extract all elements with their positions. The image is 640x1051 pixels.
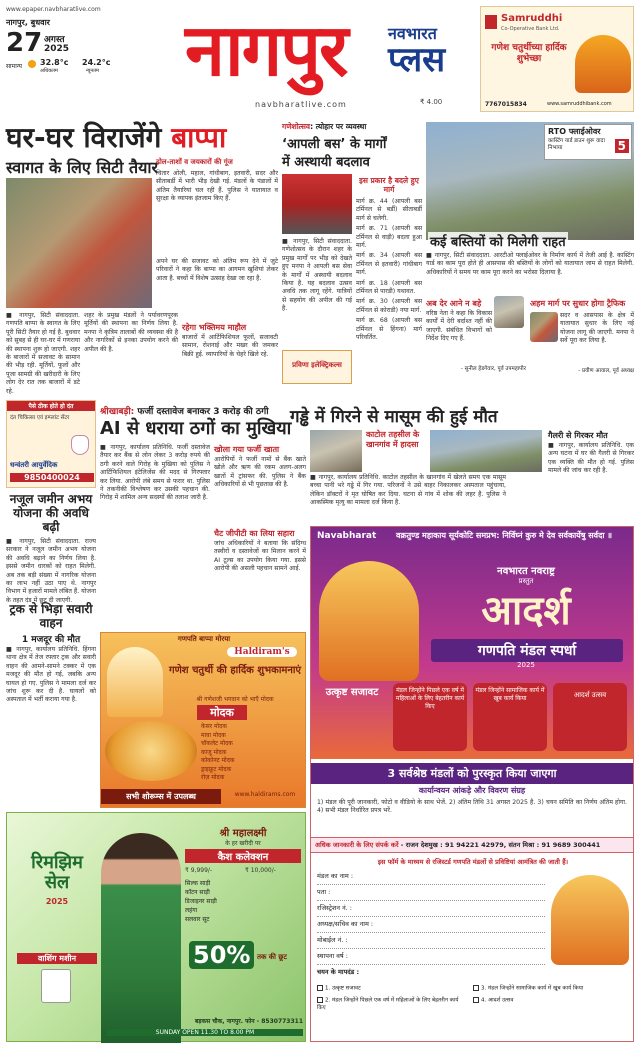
mandal-contact-2[interactable]: संतन मिश्रा : 91 9689 300441	[508, 841, 601, 849]
mandal-cat-3: मंडल जिन्होंने सामाजिक कार्य में खूब कार्य किया	[473, 683, 547, 751]
bus-kicker-rest: : त्योहार पर व्यवस्था	[310, 122, 367, 131]
route-item: मार्ग क्र. 44 (आपली बस टर्मिनल से बर्डी) सीताबर्डी मार्ग से चलेगी.	[356, 198, 422, 222]
story-rto	[426, 122, 634, 394]
traffic-headline: अहम मार्ग पर सुधार होगा ट्रैफिक	[530, 299, 626, 308]
saree-model	[101, 833, 181, 1043]
logo-top: नवभारत	[388, 24, 437, 43]
washing-machine-icon	[41, 969, 71, 1003]
saree-item: लहंगा	[185, 907, 198, 914]
ganesh-idol	[575, 35, 631, 93]
haldi-title: गणेश चतुर्थी की हार्दिक शुभकामनाएं	[168, 665, 302, 676]
saree-item: कॉटन साड़ी	[185, 889, 210, 896]
ai-kicker: श्रीखाबड़ी:	[100, 407, 135, 417]
weather-label: सामान्य	[6, 63, 23, 70]
saree-store: श्री महालक्ष्मी	[219, 828, 267, 839]
rto-body: ■ नागपुर, सिटी संवाददाता. आरटीओ फ्लाईओवर के निर्माण कार्य में तेजी आई है. कास्टिंग यार्ड का काम पूरा होते ही आसपास की बस्तियों के लोगों को यातायात जाम से राहत मिलेगी. अधिकारियों ने समय पर काम पूरा करने का भरोसा दिलाया है.	[426, 252, 634, 276]
gaddhe-body: ■ नागपुर, कार्यालय प्रतिनिधि. काटोल तहसील के खानगांव में खेलते समय एक मासूम बच्चा पानी भरे गड्ढे में गिर गया. परिजनों ने उसे बाहर निकालकर अस्पताल पहुंचाया, लेकिन डॉक्टरों ने मृत घोषित कर दिया. घटना से गांव में शोक की लहर है. पुलिस ने आकस्मिक मृत्यु का मामला दर्ज किया है.	[310, 474, 506, 507]
date-month: अगस्त	[44, 35, 65, 45]
lead-body-4: शहर के प्रमुख मंडलों ने पर्यावरणपूरक मूर्तियों की स्थापना का निर्णय लिया है. मनपा ने कृत्रिम तालाबों की व्यवस्था की है और नागरिकों से इनका उपयोग करने की अपील की है.	[84, 312, 178, 353]
route-item: मार्ग क्र. 68 (आपली बस टर्मिनल से हिंगना) मार्ग परिवर्तित.	[356, 317, 422, 342]
mandal-contact-label: अधिक जानकारी के लिए संपर्क करें	[315, 841, 399, 849]
form-field-criteria	[317, 967, 545, 979]
route-item: मार्ग क्र. 18 (आपली बस टर्मिनल से पारडी) यथावत.	[356, 279, 422, 296]
temp-min: 24.2°c	[82, 58, 111, 67]
checkbox-icon[interactable]	[473, 985, 479, 991]
lead-subhead: स्वागत के लिए सिटी तैयार	[6, 158, 159, 177]
lead-headline-text: घर-घर विराजेंगे	[6, 121, 162, 154]
checkbox-icon[interactable]	[317, 985, 323, 991]
truck-body: ■ नागपुर, कार्यालय प्रतिनिधि. हिंगना थाना क्षेत्र में तेज रफ्तार ट्रक और सवारी वाहन की आमने-सामने टक्कर में एक मजदूर की मौत हो गई, जबकि अन्य घायल हो गए. पुलिस ने मामला दर्ज कर जांच शुरू कर दी है. घायलों को अस्पताल में भर्ती कराया गया है.	[6, 646, 96, 704]
form-field-year[interactable]	[317, 951, 545, 965]
hospital-text: दंत चिकित्सा एवं इम्प्लांट सेंटर	[10, 415, 70, 421]
checkbox-icon[interactable]	[473, 997, 479, 1003]
website[interactable]: navbharatlive.com	[255, 100, 347, 109]
bus-kicker-line	[282, 122, 422, 132]
bank-sub: Co-Operative Bank Ltd.	[501, 26, 560, 32]
saree-offer-2: कैश कलेक्शन	[185, 849, 301, 863]
hospital-ad[interactable]	[6, 400, 96, 488]
saree-item: सिल्क साड़ी	[185, 880, 211, 887]
rto-sub: कास्टिंग यार्ड डाउन शुरू वादा निभाया	[548, 138, 605, 151]
haldirams-ad[interactable]	[100, 632, 306, 808]
story-bus	[282, 122, 422, 404]
ai-headline: AI से धराया ठगों का मुखिया	[100, 418, 292, 439]
story-jameen	[6, 492, 96, 604]
mandal-form-logo	[551, 875, 629, 965]
story-gaddhe	[290, 404, 634, 524]
mandal-cat-1: उत्कृष्ट सजावट	[325, 687, 379, 698]
logo-bottom: प्लस	[388, 40, 446, 80]
form-label: चयन के मापदंड :	[317, 968, 360, 976]
ai-kicker-rest: फर्जी दस्तावेज बनाकर 3 करोड़ की ठगी	[137, 407, 269, 417]
mandal-brand: Navabharat	[317, 531, 377, 541]
lead-body-3: अपने घर की सजावट को अंतिम रूप देने में जुटे परिवारों ने कहा कि बाप्पा का आगमन खुशियां लेकर आता है. बच्चों में विशेष उत्साह देखा जा रहा है.	[156, 258, 278, 282]
rto-headline: कई बस्तियों को मिलेगी राहत	[428, 232, 568, 250]
saree-year: 2025	[45, 897, 69, 906]
dead-portrait	[494, 296, 524, 328]
mandal-contact: अधिक जानकारी के लिए संपर्क करें - राजन देशमुख : 91 94221 42979, संतन मिश्रा : 91 9689 300441	[311, 837, 633, 853]
ai-side-title-2: चैट जीपीटी का लिया सहारा	[214, 529, 295, 538]
saree-offer-1: के हर खरीदी पर	[225, 840, 261, 847]
saree-address: बड़कस चौक, नागपुर. फोन - 8530773311	[194, 1018, 303, 1025]
form-label: रजिस्ट्रेशन नं. :	[317, 904, 352, 912]
bank-ad[interactable]	[480, 6, 634, 112]
mandal-form	[317, 871, 545, 991]
rto-label-box	[544, 124, 632, 160]
checkbox-icon[interactable]	[317, 997, 323, 1003]
lead-body-5: बाजारों में आर्टिफिशियल फूलों, सजावटी सामान, रोशनाई और मखर की जमकर बिक्री हुई. व्यापारियों के चेहरे खिले रहे.	[182, 334, 278, 358]
greeting: गणेश चतुर्थीच्या हार्दिक शुभेच्छा	[491, 43, 567, 64]
form-opt-label: 1. उत्कृष्ट सजावट	[325, 985, 361, 992]
mandal-ribbon: वक्रतुण्ड महाकाय सूर्यकोटि समप्रभ: निर्विघ्नं कुरु मे देव सर्वकार्येषु सर्वदा ॥	[396, 531, 612, 540]
bus-headline-1: ‘आपली बस’ के मार्गों	[282, 137, 387, 152]
bank-name: Samruddhi	[501, 13, 563, 24]
form-field-name[interactable]	[317, 871, 545, 885]
saree-price-2: ₹ 10,000/-	[245, 867, 276, 874]
temp-max: 32.8°c	[40, 58, 69, 67]
modak-item: कोकोनट मोदक	[201, 757, 235, 764]
ai-side-body-2: जांच अधिकारियों ने बताया कि संदिग्ध तस्वीरों व दस्तावेजों का मिलान करने में AI टूल्स का उपयोग किया गया. इससे आरोपी की असली पहचान सामने आई.	[214, 540, 306, 573]
form-options	[317, 985, 629, 1037]
jameen-headline: नजूल जमीन अभय योजना की अवधि बढ़ी	[9, 492, 93, 534]
gaddhe-side-head: गैलरी से गिरकर मौत	[548, 431, 608, 440]
form-label: पता :	[317, 888, 331, 896]
gaddhe-caption: काटोल तहसील के खानगांव में हादसा	[366, 430, 420, 449]
haldi-web[interactable]: www.haldirams.com	[234, 791, 296, 798]
haldi-items	[201, 723, 301, 785]
form-opt-4[interactable]	[473, 997, 629, 1005]
mandal-rules: 1) मंडल की पूरी जानकारी, फोटो व वीडियो के साथ भेजें. 2) अंतिम तिथि 31 अगस्त 2025 है. 3) चयन समिति का निर्णय अंतिम होगा. 4) सभी मंडल निर्धारित प्रपत्र भरें.	[317, 799, 627, 815]
modak-item: केसर मोदक	[201, 723, 227, 730]
electric-ad[interactable]	[282, 350, 352, 384]
bus-kicker: गणेशोत्सव	[282, 122, 311, 131]
lead-subheading: रहेगा भक्तिमय माहौल	[182, 323, 247, 332]
ai-side-body: आरोपियों ने फर्जी नामों से बैंक खाते खोले और ऋण की रकम अलग-अलग खातों में ट्रांसफर की. पुलिस ने बैंक अधिकारियों से भी पूछताछ की है.	[214, 456, 306, 489]
bus-headline-2: में अस्थायी बदलाव	[282, 155, 370, 170]
gaddhe-scene-photo	[430, 430, 542, 472]
route-item: मार्ग क्र. 34 (आपली बस टर्मिनल से इतवारी) गांधीबाग मार्ग.	[356, 252, 422, 277]
lead-body-2: चितार ओली, महाल, गांधीबाग, इतवारी, सदर और सीताबर्डी में भारी भीड़ देखी गई. मंडलों के पंडालों में अंतिम तैयारियां चल रही हैं. पुलिस ने यातायात व सुरक्षा के व्यापक इंतजाम किए हैं.	[156, 170, 278, 203]
city-day: नागपुर, बुधवार	[6, 18, 50, 27]
lead-body-1: ■ नागपुर, सिटी संवाददाता. गणपति बाप्पा के स्वागत के लिए पूरी सिटी तैयार हो गई है. बुधवार को सुबह से ही घर-घर में गणराया की स्थापना शुरू हो जाएगी. शहर के बाजारों में सजावट के सामान की भीड़ रही. मूर्तियों, फूलों और पूजा सामग्री की खरीदारी के लिए लोग देर रात तक बाजारों में डटे रहे.	[6, 312, 80, 395]
modak-item: मावा मोदक	[201, 731, 226, 739]
form-field-address[interactable]	[317, 887, 545, 901]
masthead	[0, 0, 640, 120]
lead-kicker: ढोल-ताशों व जयकारों की गूंज	[156, 158, 233, 166]
traffic-portrait	[530, 312, 558, 342]
mandal-title-top: नवभारत नवराष्ट्र	[497, 566, 555, 577]
saree-discount-label: तक की छूट	[257, 953, 287, 961]
truck-subhead: 1 मजदूर की मौत	[21, 635, 81, 645]
truck-headline: ट्रक से भिड़ा सवारी वाहन	[9, 602, 93, 630]
route-item: मार्ग क्र. 30 (आपली बस टर्मिनल से कोराडी) नया मार्ग.	[356, 298, 422, 314]
modak-plate	[105, 721, 197, 781]
form-opt-label: 2. मंडल जिन्होंने पिछले एक वर्ष में महिलाओं के लिए बेहतरीन कार्य किए	[317, 997, 459, 1011]
form-label: स्थापना वर्ष :	[317, 952, 348, 960]
tooth-icon	[71, 435, 89, 455]
gaddhe-side-body: ■ नागपुर, कार्यालय प्रतिनिधि. एक अन्य घटना में घर की गैलरी से गिरकर एक व्यक्ति की मौत हो गई. पुलिस मामले की जांच कर रही है.	[548, 442, 634, 475]
saree-brand: रिमझिम सेल	[31, 852, 83, 893]
price: ₹ 4.00	[420, 98, 443, 106]
haldi-sub: श्री गणेशजी भगवान को भाएँ मोदक	[196, 696, 274, 703]
hospital-name: धन्वंतरी आयुर्वेदिक	[10, 461, 58, 469]
temp-max-label: अधिकतम	[40, 68, 58, 74]
form-opt-label: 3. मंडल जिन्होंने सामाजिक कार्य में खूब कार्य किया	[481, 985, 584, 992]
bank-logo-icon	[485, 15, 497, 29]
form-opt-label: 4. आदर्श उत्सव	[481, 997, 514, 1004]
form-field-regno[interactable]	[317, 903, 545, 917]
story-ai	[100, 404, 306, 624]
form-label: मंडल का नाम :	[317, 872, 354, 880]
form-opt-2[interactable]	[317, 997, 467, 1012]
bank-web[interactable]: www.samruddhibank.com	[547, 101, 612, 107]
saree-item: सलवार सूट	[185, 916, 210, 923]
mandal-ganesh	[319, 561, 419, 681]
rto-label: RTO फ्लाईओवर	[548, 127, 601, 136]
bank-phone[interactable]: 7767015834	[485, 101, 527, 108]
bus-box-title: इस प्रकार है बदले हुए मार्ग	[359, 176, 419, 194]
sun-icon	[28, 60, 36, 68]
saree-ad[interactable]	[6, 812, 306, 1042]
bus-body: ■ नागपुर, सिटी संवाददाता. गणेशोत्सव के दौरान शहर के प्रमुख मार्गों पर भीड़ को देखते हुए मनपा ने आपली बस सेवा के मार्गों में अस्थायी बदलाव किया है. यह बदलाव उत्सव अवधि तक लागू रहेंगे. यात्रियों से सहयोग की अपील की गई है.	[282, 238, 352, 313]
logo-main: नागपुर	[185, 8, 347, 92]
mandal-form-title: इस फॉर्म के माध्यम से रजिस्टर्ड गणपति मंडलों से प्रविष्टियां आमंत्रित की जाती हैं।	[377, 858, 569, 866]
haldi-ganesh	[107, 647, 163, 717]
form-opt-3[interactable]	[473, 985, 629, 993]
form-opt-1[interactable]	[317, 985, 467, 993]
saree-discount: 50%	[189, 941, 254, 969]
saree-timing: SUNDAY OPEN 11.30 TO 8.00 PM	[107, 1029, 303, 1036]
date-year: 2025	[44, 44, 70, 54]
ai-side-title: खोला गया फर्जी खाता	[214, 445, 280, 454]
traffic-body: सदर व आसपास के क्षेत्र में यातायात सुधार के लिए नई योजना लागू की जाएगी. मनपा ने सर्वे पूरा कर लिया है.	[560, 312, 634, 345]
saree-items	[185, 879, 301, 935]
temp-min-label: न्यूनतम	[86, 68, 99, 74]
haldi-top: गणपति बाप्पा मोरया	[177, 635, 231, 643]
haldi-product: मोदक	[197, 705, 247, 720]
form-label: अध्यक्ष/सचिव का नाम :	[317, 920, 374, 928]
lead-photo	[6, 178, 152, 308]
mandal-cat-4: आदर्श उत्सव	[553, 683, 627, 751]
mandal-year: 2025	[517, 661, 535, 669]
lead-headline-highlight: बाप्पा	[171, 121, 227, 154]
mandal-contact-1[interactable]: राजन देशमुख : 91 94221 42979	[405, 841, 504, 849]
saree-price-1: ₹ 9,999/-	[185, 867, 213, 874]
saree-item: डिजाइनर साड़ी	[185, 898, 217, 905]
haldi-brand: Haldiram's	[227, 647, 297, 657]
ai-body: ■ नागपुर, कार्यालय प्रतिनिधि. फर्जी दस्तावेज तैयार कर बैंक से लोन लेकर 3 करोड़ रुपये की ठगी करने वाले गिरोह के मुखिया को पुलिस ने आर्टिफिशियल इंटेलिजेंस की मदद से गिरफ्तार कर लिया. आरोपी लंबे समय से फरार था. पुलिस ने तकनीकी विश्लेषण कर उसकी पहचान की. गिरोह में शामिल अन्य सदस्यों की तलाश जारी है.	[100, 444, 210, 502]
dead-body: वरिष्ठ नेता ने कहा कि विकास कार्यों में देरी बर्दाश्त नहीं की जाएगी. संबंधित विभागों को निर्देश दिए गए हैं.	[426, 310, 492, 343]
jameen-body: ■ नागपुर, सिटी संवाददाता. राज्य सरकार ने नजूल जमीन अभय योजना की अवधि बढ़ाने का निर्णय लिया है. इससे जमीन धारकों को राहत मिलेगी. अब तक बड़ी संख्या में नागरिक योजना का लाभ नहीं उठा पाए थे. नागपुर विभाग में हजारों मामले लंबित हैं. योजना के तहत दंड में छूट दी जाएगी.	[6, 538, 96, 604]
route-item: मार्ग क्र. 71 (आपली बस टर्मिनल से वाड़ी) बदला हुआ मार्ग.	[356, 225, 422, 250]
hospital-title: पैसे ठीक होते हो दंत	[7, 401, 95, 411]
mandal-sub-line: कार्यान्वयन आंकड़े और विवरण संग्रह	[418, 786, 526, 795]
gaddhe-headline: गड्ढे में गिरने से मासूम की हुई मौत	[290, 407, 498, 427]
gaddhe-child-photo	[310, 430, 362, 472]
electric-ad-name: प्रविणा इलेक्ट्रिकल्स	[292, 361, 342, 369]
bus-photo	[282, 174, 352, 234]
ai-kicker-line	[100, 404, 269, 417]
bus-routes	[356, 198, 422, 398]
epaper-url[interactable]: www.epaper.navbharatlive.com	[6, 6, 101, 13]
mandal-subtitle: प्रस्तुत	[518, 577, 534, 585]
hospital-phone[interactable]: 9850400024	[10, 473, 94, 482]
mandal-banner-title: गणपति मंडल स्पर्धा	[431, 639, 623, 662]
modak-item: ड्राइफ्रूट मोदक	[201, 765, 232, 773]
mandal-cat-2: मंडल जिन्होंने पिछले एक वर्ष में महिलाओं के लिए बेहतरीन कार्य किए	[393, 683, 467, 751]
saree-machine: वाशिंग मशीन	[17, 953, 97, 964]
lead-headline	[6, 122, 226, 154]
modak-item: काजू मोदक	[201, 748, 227, 756]
mandal-logo-text: आदर्श	[481, 588, 571, 634]
form-label: मोबाईल नं. :	[317, 936, 348, 944]
haldi-footer: सभी शोरूम्स में उपलब्ध	[101, 789, 221, 804]
modak-item: रोज़ मोदक	[201, 774, 225, 781]
rto-number: 5	[615, 139, 629, 153]
form-field-mobile[interactable]	[317, 935, 545, 949]
mandal-award-line: 3 सर्वश्रेष्ठ मंडलों को पुरस्कृत किया जाएगा	[311, 763, 633, 784]
form-field-president[interactable]	[317, 919, 545, 933]
traffic-byline: - प्रवीण आवाल, पूर्व अध्यक्ष	[578, 368, 634, 374]
modak-item: चॉकलेट मोदक	[201, 740, 233, 747]
dead-headline: अब देर आने न बहे	[426, 299, 482, 308]
story-truck	[6, 602, 96, 792]
dead-byline: - सुनील हेडगेवार, पूर्व उपमहापौर	[460, 366, 526, 372]
date-day: 27	[6, 28, 43, 58]
mandal-ad[interactable]	[310, 526, 634, 1042]
